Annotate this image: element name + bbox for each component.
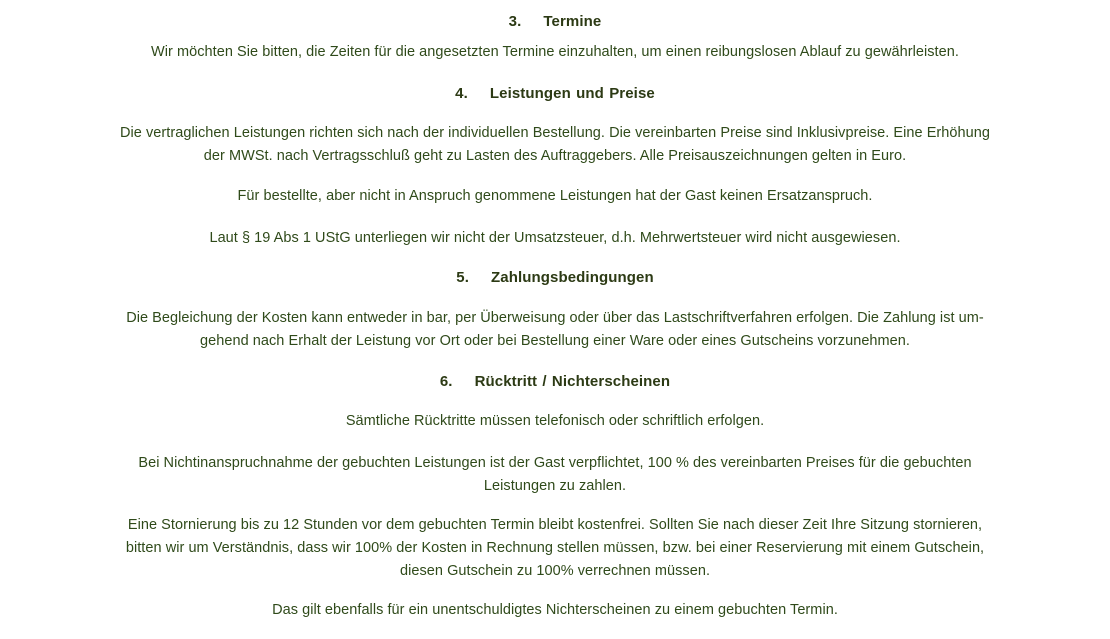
paragraph-line: bitten wir um Verständnis, dass wir 100% der Kosten in Rechnung stellen müssen, bzw. bei einer Reservierung mit einem Gutschein, — [125, 540, 985, 556]
section-number: 5. — [456, 269, 469, 286]
section-number: 3. — [508, 13, 522, 30]
paragraph-line: Eine Stornierung bis zu 12 Stunden vor dem gebuchten Termin bleibt kostenfrei. Sollten Sie nach dieser Zeit Ihre Sitzung stornieren, — [127, 517, 983, 533]
paragraph-line: diesen Gutschein zu 100% verrechnen müssen. — [399, 563, 711, 579]
section-title: Zahlungsbedingungen — [491, 269, 654, 286]
paragraph-termine — [60, 41, 1050, 64]
paragraph-ruecktritt-4 — [60, 599, 1050, 622]
section-title: Leistungen und Preise — [489, 85, 655, 102]
paragraph-line: Bei Nichtinanspruchnahme der gebuchten Leistungen ist der Gast verpflichtet, 100 % des vereinbarten Preises für die gebuchten — [138, 455, 972, 471]
paragraph-line: Die Begleichung der Kosten kann entweder in bar, per Überweisung oder über das Lastschriftverfahren erfolgen. Die Zahlung ist um- — [126, 310, 984, 326]
paragraph-ruecktritt-2 — [60, 452, 1050, 498]
paragraph-line: Die vertraglichen Leistungen richten sich nach der individuellen Bestellung. Die vereinbarten Preise sind Inklusivpreise. Eine Erhöhung — [120, 125, 990, 141]
section-number: 6. — [439, 373, 453, 390]
paragraph-zahlung — [60, 307, 1050, 353]
section-heading-leistungen — [0, 84, 1110, 104]
paragraph-ruecktritt-3 — [60, 514, 1050, 583]
paragraph-line: gehend nach Erhalt der Leistung vor Ort oder bei Bestellung einer Ware oder eines Gutscheins vorzunehmen. — [200, 333, 910, 349]
section-number: 4. — [455, 85, 468, 102]
paragraph-line: der MWSt. nach Vertragsschluß geht zu Lasten des Auftraggebers. Alle Preisauszeichnungen gelten in Euro. — [203, 148, 907, 164]
paragraph-leistungen-3 — [60, 227, 1050, 250]
paragraph-ruecktritt-1 — [60, 410, 1050, 433]
paragraph-leistungen-1 — [60, 122, 1050, 168]
paragraph-line: Das gilt ebenfalls für ein unentschuldigtes Nichterscheinen zu einem gebuchten Termin. — [272, 602, 838, 618]
paragraph-leistungen-2 — [60, 185, 1050, 208]
paragraph-line: Wir möchten Sie bitten, die Zeiten für die angesetzten Termine einzuhalten, um einen reibungslosen Ablauf zu gewährleisten. — [151, 44, 959, 60]
section-title: Rücktritt / Nichterscheinen — [474, 373, 671, 390]
section-heading-ruecktritt — [0, 372, 1110, 392]
paragraph-line: Für bestellte, aber nicht in Anspruch genommene Leistungen hat der Gast keinen Ersatzanspruch. — [237, 188, 873, 204]
paragraph-line: Laut § 19 Abs 1 UStG unterliegen wir nicht der Umsatzsteuer, d.h. Mehrwertsteuer wird nicht ausgewiesen. — [209, 230, 901, 246]
section-heading-zahlung — [0, 268, 1110, 288]
paragraph-line: Sämtliche Rücktritte müssen telefonisch oder schriftlich erfolgen. — [345, 413, 765, 429]
paragraph-line: Leistungen zu zahlen. — [483, 478, 627, 494]
section-heading-termine — [0, 12, 1110, 32]
section-title: Termine — [543, 13, 602, 30]
